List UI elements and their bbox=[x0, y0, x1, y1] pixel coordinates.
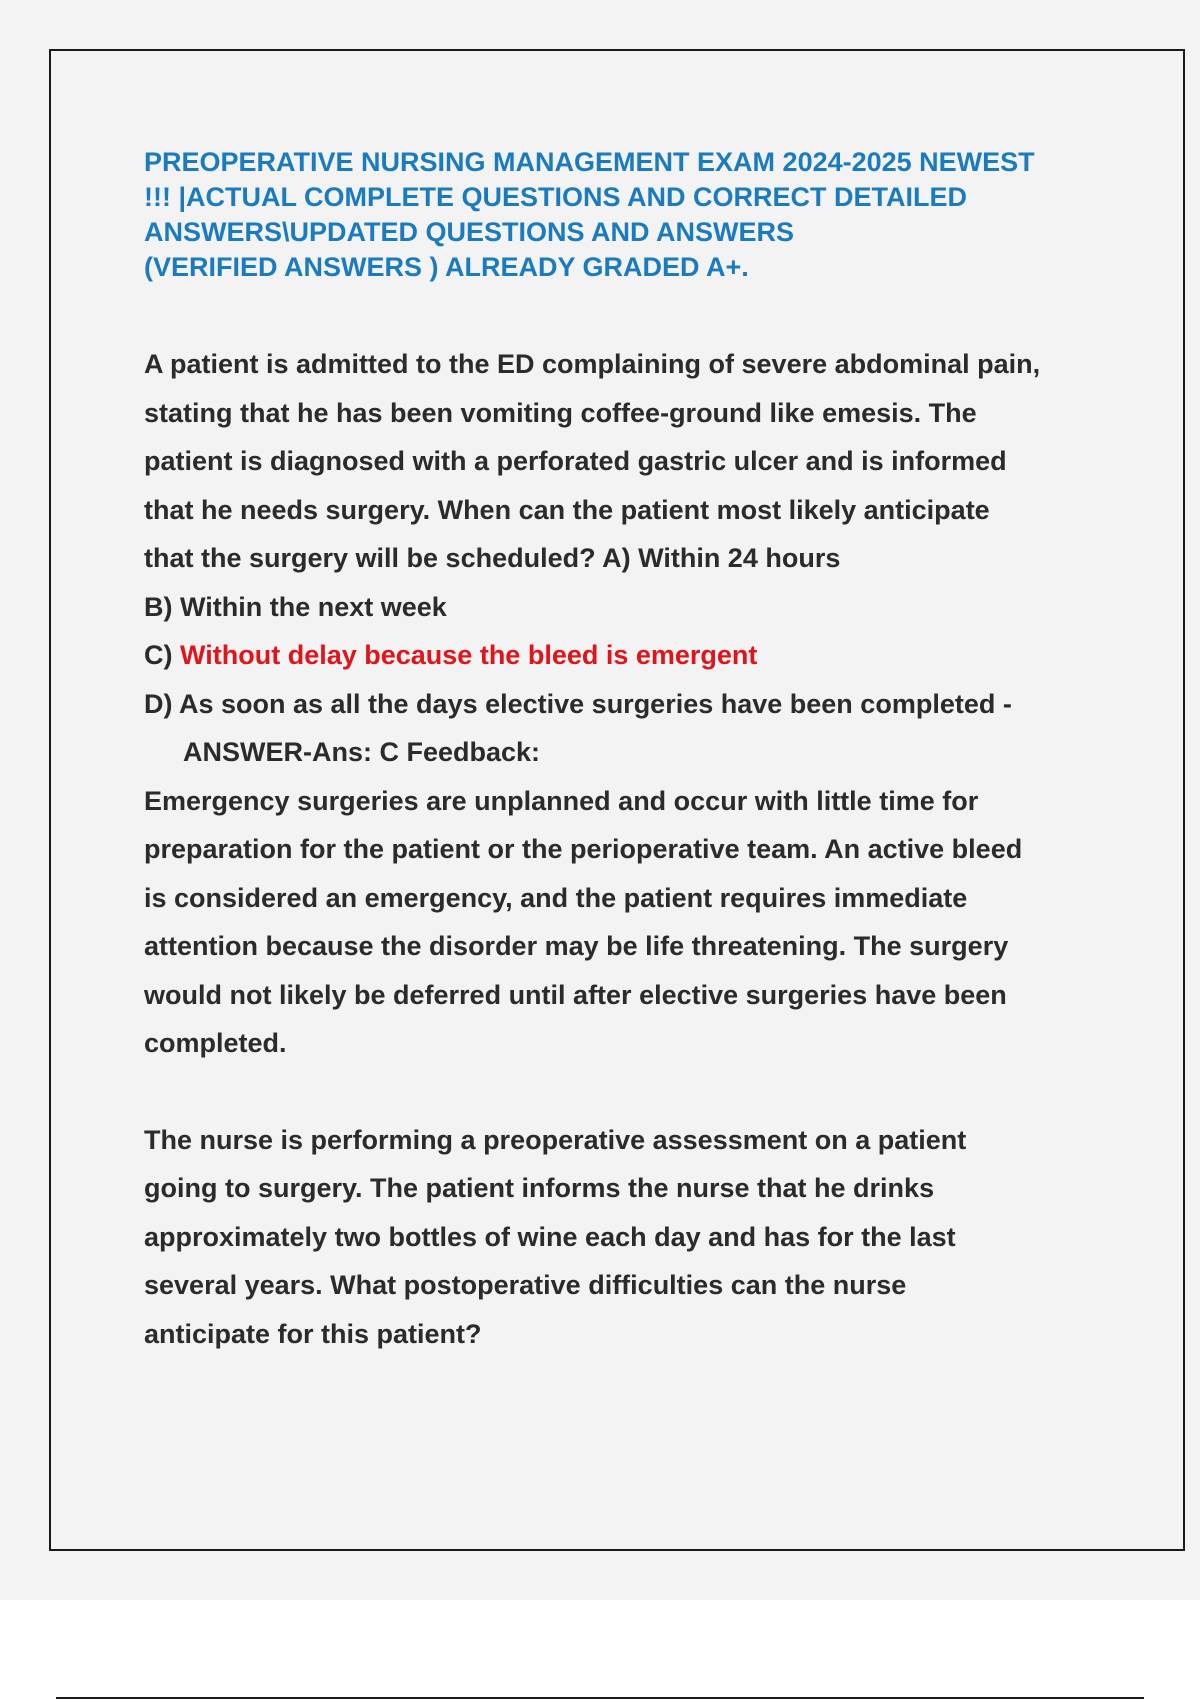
answer-line: ANSWER-Ans: C Feedback: bbox=[183, 737, 541, 767]
title-line: (VERIFIED ANSWERS ) ALREADY GRADED A+. bbox=[144, 252, 749, 282]
correct-answer-text: Without delay because the bleed is emergent bbox=[180, 640, 758, 670]
option-c bbox=[144, 631, 1094, 680]
feedback-line: attention because the disorder may be life threatening. The surgery bbox=[144, 931, 1009, 961]
question-stem-line: going to surgery. The patient informs the nurse that he drinks bbox=[144, 1173, 935, 1203]
question-stem-line: anticipate for this patient? bbox=[144, 1318, 482, 1349]
title-line: ANSWERS\UPDATED QUESTIONS AND ANSWERS bbox=[144, 217, 795, 247]
question-stem-line: that the surgery will be scheduled? A) Within 24 hours bbox=[144, 543, 841, 573]
option-b: B) Within the next week bbox=[144, 591, 447, 622]
question-stem-line: stating that he has been vomiting coffee-ground like emesis. The bbox=[144, 397, 977, 428]
question-stem-line: approximately two bottles of wine each day and has for the last bbox=[144, 1221, 956, 1252]
feedback-line: would not likely be deferred until after elective surgeries have been bbox=[144, 979, 1007, 1010]
feedback-line: is considered an emergency, and the patient requires immediate bbox=[144, 882, 968, 913]
question-stem-line: that he needs surgery. When can the patient most likely anticipate bbox=[144, 494, 990, 525]
feedback-line: preparation for the patient or the perioperative team. An active bleed bbox=[144, 834, 1023, 864]
question-2 bbox=[144, 1116, 1094, 1359]
footer-divider bbox=[56, 1697, 1144, 1699]
option-c-prefix: C) bbox=[144, 640, 180, 670]
feedback-line: Emergency surgeries are unplanned and occur with little time for bbox=[144, 785, 979, 816]
feedback-line: completed. bbox=[144, 1028, 287, 1058]
question-1 bbox=[144, 340, 1094, 1068]
question-stem-line: patient is diagnosed with a perforated gastric ulcer and is informed bbox=[144, 446, 1007, 476]
option-d: D) As soon as all the days elective surgeries have been completed - bbox=[144, 688, 1012, 719]
title-line: !!! |ACTUAL COMPLETE QUESTIONS AND CORRECT DETAILED bbox=[144, 182, 968, 212]
question-stem-line: The nurse is performing a preoperative assessment on a patient bbox=[144, 1124, 967, 1155]
question-stem-line: several years. What postoperative difficulties can the nurse bbox=[144, 1270, 907, 1300]
question-stem-line: A patient is admitted to the ED complaining of severe abdominal pain, bbox=[144, 349, 1041, 379]
document-title bbox=[144, 145, 1094, 285]
document-content bbox=[144, 145, 1094, 1358]
title-line: PREOPERATIVE NURSING MANAGEMENT EXAM 2024-2025 NEWEST bbox=[144, 147, 1035, 177]
